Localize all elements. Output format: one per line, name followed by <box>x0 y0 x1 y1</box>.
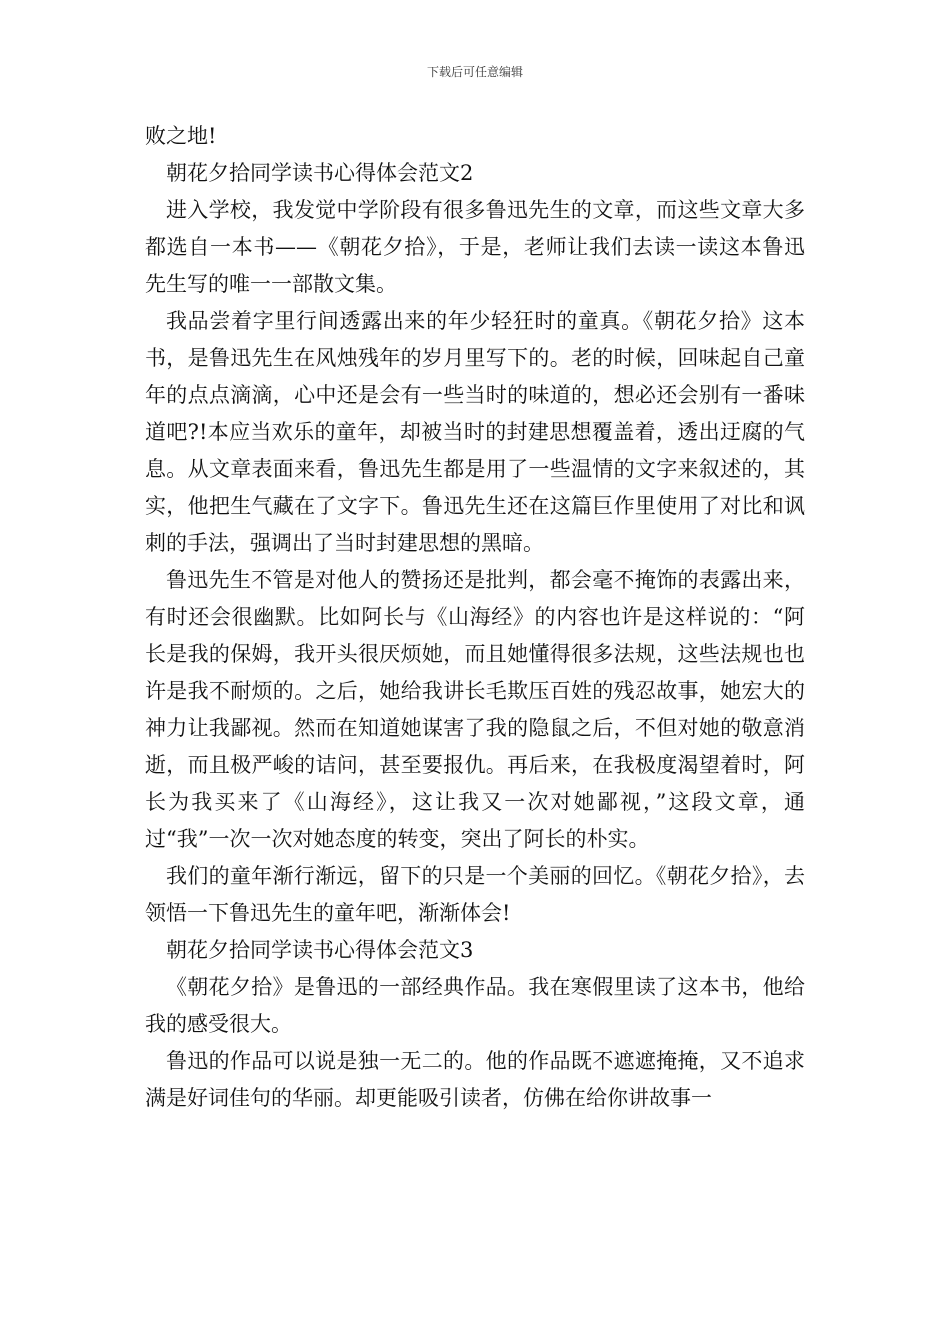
paragraph: 《朝花夕拾》是鲁迅的一部经典作品。我在寒假里读了这本书，他给我的感受很大。 <box>145 975 805 1036</box>
paragraph: 我品尝着字里行间透露出来的年少轻狂时的童真。《朝花夕拾》这本书，是鲁迅先生在风烛残年的岁月里写下的。老的时候，回味起自己童年的点点滴滴，心中还是会有一些当时的味道的，想必还会别有一番味道吧?!本应当欢乐的童年，却被当时的封建思想覆盖着，透出迂腐的气息。从文章表面来看，鲁迅先生都是用了一些温情的文字来叙述的，其实，他把生气藏在了文字下。鲁迅先生还在这篇巨作里使用了对比和讽刺的手法，强调出了当时封建思想的黑暗。 <box>145 309 805 555</box>
paragraph: 鲁迅先生不管是对他人的赞扬还是批判，都会毫不掩饰的表露出来，有时还会很幽默。比如阿长与《山海经》的内容也许是这样说的：“阿长是我的保姆，我开头很厌烦她，而且她懂得很多法规，这些法规也也许是我不耐烦的。之后，她给我讲长毛欺压百姓的残忍故事，她宏大的神力让我鄙视。然而在知道她谋害了我的隐鼠之后，不但对她的敬意消逝，而且极严峻的诘问，甚至要报仇。再后来，在我极度渴望着时，阿长为我买来了《山海经》，这让我又一次对她鄙视，”这段文章，通过“我”一次一次对她态度的转变，突出了阿长的朴实。 <box>145 568 805 851</box>
section-heading-2: 朝花夕拾同学读书心得体会范文2 <box>166 161 474 185</box>
page-header <box>0 64 950 80</box>
paragraph: 鲁迅的作品可以说是独一无二的。他的作品既不遮遮掩掩，又不追求满是好词佳句的华丽。却更能吸引读者，仿佛在给你讲故事一 <box>145 1049 805 1110</box>
section-heading-3: 朝花夕拾同学读书心得体会范文3 <box>166 938 474 962</box>
paragraph: 我们的童年渐行渐远，留下的只是一个美丽的回忆。《朝花夕拾》，去领悟一下鲁迅先生的童年吧，渐渐体会! <box>145 864 805 925</box>
document-body <box>145 118 805 1117</box>
paragraph: 进入学校，我发觉中学阶段有很多鲁迅先生的文章，而这些文章大多都选自一本书——《朝花夕拾》，于是，老师让我们去读一读这本鲁迅先生写的唯一一部散文集。 <box>145 198 805 296</box>
paragraph-continuation: 败之地! <box>145 124 217 148</box>
header-note: 下载后可任意编辑 <box>426 65 523 79</box>
